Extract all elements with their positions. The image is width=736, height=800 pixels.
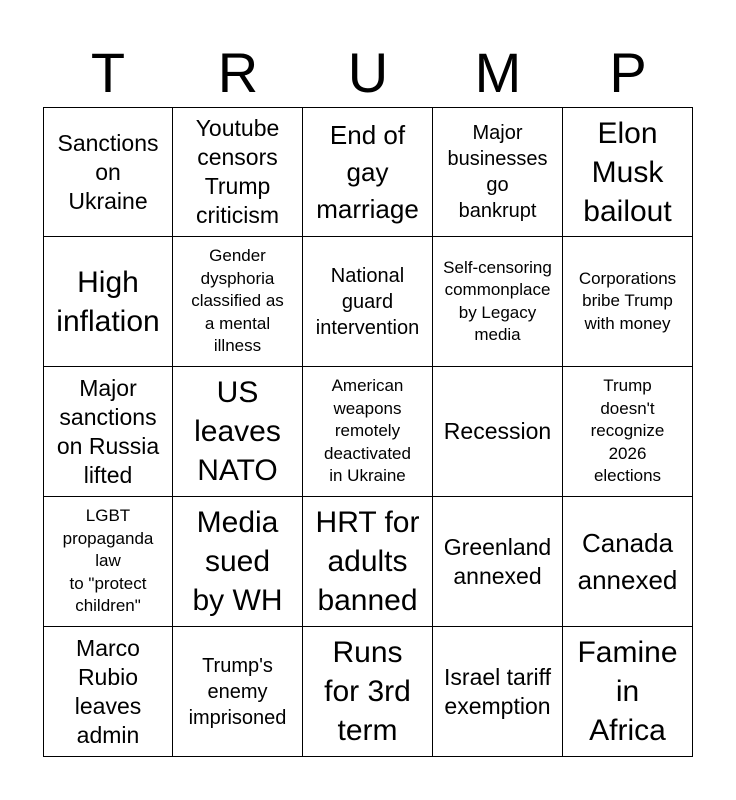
bingo-cell[interactable]: Trump doesn't recognize 2026 elections <box>563 367 693 497</box>
title-letter: U <box>347 41 389 104</box>
bingo-cell[interactable]: National guard intervention <box>303 237 433 367</box>
bingo-cell[interactable]: American weapons remotely deactivated in Ukraine <box>303 367 433 497</box>
bingo-cell[interactable]: Recession <box>433 367 563 497</box>
bingo-cell[interactable]: Famine in Africa <box>563 627 693 757</box>
bingo-board <box>43 107 693 757</box>
bingo-cell[interactable]: Canada annexed <box>563 497 693 627</box>
bingo-cell[interactable]: Israel tariff exemption <box>433 627 563 757</box>
title-letter: P <box>609 41 647 104</box>
bingo-cell[interactable]: HRT for adults banned <box>303 497 433 627</box>
title-letter: M <box>474 41 522 104</box>
bingo-cell[interactable]: Major sanctions on Russia lifted <box>43 367 173 497</box>
bingo-cell[interactable]: End of gay marriage <box>303 107 433 237</box>
bingo-cell[interactable]: Youtube censors Trump criticism <box>173 107 303 237</box>
bingo-cell[interactable]: High inflation <box>43 237 173 367</box>
bingo-cell[interactable]: Greenland annexed <box>433 497 563 627</box>
bingo-cell[interactable]: Gender dysphoria classified as a mental illness <box>173 237 303 367</box>
title-letter: T <box>90 41 126 104</box>
bingo-cell[interactable]: Runs for 3rd term <box>303 627 433 757</box>
bingo-cell[interactable]: Marco Rubio leaves admin <box>43 627 173 757</box>
title-letter: R <box>217 41 259 104</box>
bingo-cell[interactable]: US leaves NATO <box>173 367 303 497</box>
bingo-title <box>43 42 693 104</box>
bingo-cell[interactable]: LGBT propaganda law to "protect children" <box>43 497 173 627</box>
bingo-cell[interactable]: Sanctions on Ukraine <box>43 107 173 237</box>
bingo-cell[interactable]: Major businesses go bankrupt <box>433 107 563 237</box>
bingo-cell[interactable]: Trump's enemy imprisoned <box>173 627 303 757</box>
bingo-cell[interactable]: Elon Musk bailout <box>563 107 693 237</box>
bingo-cell[interactable]: Corporations bribe Trump with money <box>563 237 693 367</box>
bingo-cell[interactable]: Media sued by WH <box>173 497 303 627</box>
bingo-cell[interactable]: Self-censoring commonplace by Legacy media <box>433 237 563 367</box>
